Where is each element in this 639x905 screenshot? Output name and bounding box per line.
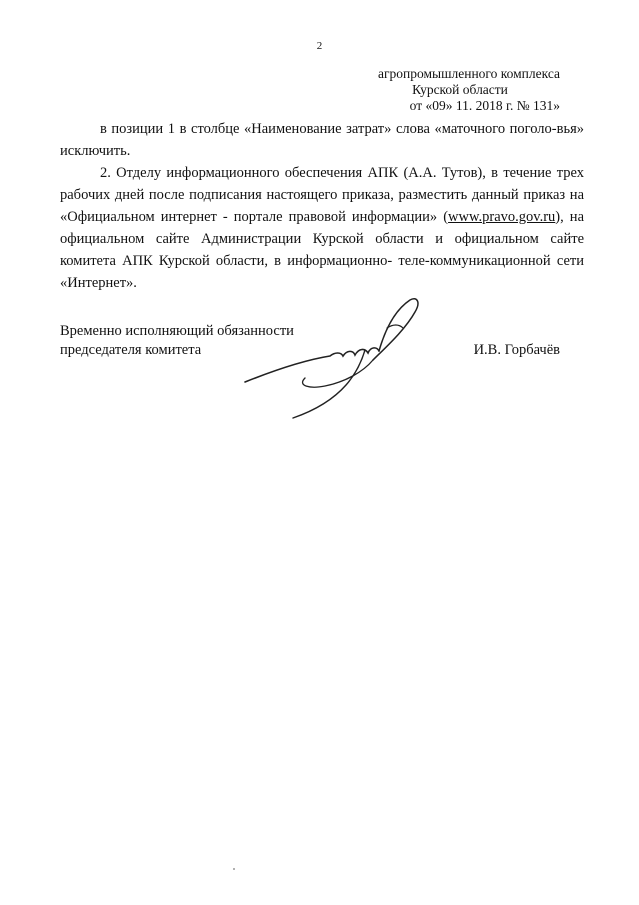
paragraph-2-text-start: 2. Отделу информационного обеспечения АПК (А.А. Тутов), в течение трех рабочих дней после подписания настоящего приказа, разместить данный приказ на «Официальном интернет - портале правовой информации» ( bbox=[60, 165, 584, 225]
pravo-link[interactable]: www.pravo.gov.ru bbox=[448, 209, 556, 225]
header-line-order-date: от «09» 11. 2018 г. № 131» bbox=[409, 98, 560, 113]
paragraph-2-text-end: ), на официальном сайте Администрации Курской области и официальном сайте комитета АПК Курской области, в информационно- теле-коммуникационной сети «Интернет». bbox=[60, 209, 585, 291]
scan-speck bbox=[233, 868, 235, 870]
signature-block bbox=[60, 322, 560, 360]
signatory-title-line1: Временно исполняющий обязанности bbox=[60, 323, 294, 339]
header-line-region: Курской области bbox=[412, 82, 508, 97]
document-body bbox=[60, 118, 584, 294]
signatory-name: И.В. Горбачёв bbox=[473, 342, 560, 358]
page-number: 2 bbox=[316, 40, 323, 52]
header-line-organization: агропромышленного комплекса bbox=[378, 66, 560, 81]
signatory-title-line2: председателя комитета bbox=[60, 342, 202, 358]
document-header bbox=[330, 66, 560, 114]
paragraph-1: в позиции 1 в столбце «Наименование затрат» слова «маточного поголо-вья» исключить. bbox=[60, 121, 584, 159]
paragraph-2 bbox=[60, 162, 584, 294]
